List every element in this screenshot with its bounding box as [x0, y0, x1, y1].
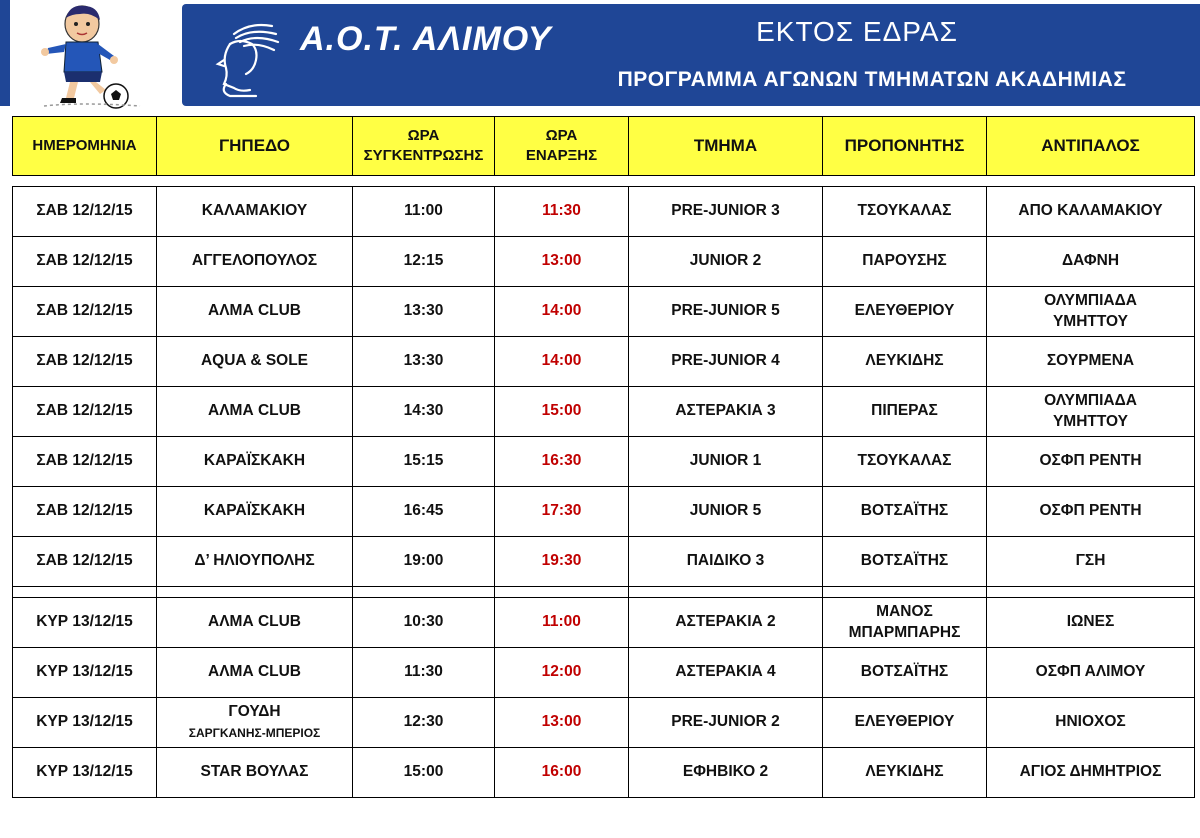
- table-cell: 19:30: [495, 537, 629, 587]
- table-cell: ΟΛΥΜΠΙΑΔΑ ΥΜΗΤΤΟΥ: [987, 287, 1195, 337]
- table-cell: ΣΑΒ 12/12/15: [13, 187, 157, 237]
- table-cell: [823, 587, 987, 598]
- table-cell: 12:00: [495, 648, 629, 698]
- table-cell: ΟΣΦΠ ΡΕΝΤΗ: [987, 437, 1195, 487]
- spacer-row: [13, 176, 1195, 187]
- table-cell: ΑΛΜΑ CLUB: [157, 648, 353, 698]
- table-cell: ΒΟΤΣΑΪΤΗΣ: [823, 648, 987, 698]
- table-cell: Δ’ ΗΛΙΟΥΠΟΛΗΣ: [157, 537, 353, 587]
- table-cell: 14:00: [495, 337, 629, 387]
- table-cell: PRE-JUNIOR 4: [629, 337, 823, 387]
- table-cell: [353, 587, 495, 598]
- hermes-head-logo-icon: [200, 14, 286, 100]
- table-cell: AQUA & SOLE: [157, 337, 353, 387]
- table-cell: ΒΟΤΣΑΪΤΗΣ: [823, 537, 987, 587]
- table-cell: ΒΟΤΣΑΪΤΗΣ: [823, 487, 987, 537]
- table-cell: ΓΣΗ: [987, 537, 1195, 587]
- table-cell: ΟΣΦΠ ΡΕΝΤΗ: [987, 487, 1195, 537]
- col-gather-header: ΩΡΑ ΣΥΓΚΕΝΤΡΩΣΗΣ: [353, 117, 495, 176]
- table-cell: ΑΣΤΕΡΑΚΙΑ 2: [629, 598, 823, 648]
- table-cell: ΟΣΦΠ ΑΛΙΜΟΥ: [987, 648, 1195, 698]
- club-name: Α.Ο.Τ. ΑΛΙΜΟΥ: [300, 20, 552, 58]
- table-cell: [157, 176, 353, 187]
- table-row: [13, 387, 1195, 437]
- table-cell: ΔΑΦΝΗ: [987, 237, 1195, 287]
- table-row: [13, 487, 1195, 537]
- table-row: [13, 698, 1195, 748]
- table-cell: 16:00: [495, 748, 629, 798]
- col-date-header: ΗΜΕΡΟΜΗΝΙΑ: [13, 117, 157, 176]
- table-cell: ΤΣΟΥΚΑΛΑΣ: [823, 437, 987, 487]
- table-cell: ΛΕΥΚΙΔΗΣ: [823, 337, 987, 387]
- table-cell: ΣΑΒ 12/12/15: [13, 437, 157, 487]
- schedule-table: [12, 116, 1195, 798]
- table-cell: ΣΑΒ 12/12/15: [13, 387, 157, 437]
- table-row: [13, 237, 1195, 287]
- table-cell: 14:00: [495, 287, 629, 337]
- table-cell: ΑΛΜΑ CLUB: [157, 598, 353, 648]
- table-cell: 16:30: [495, 437, 629, 487]
- table-cell: 11:30: [353, 648, 495, 698]
- table-cell: ΠΑΡΟΥΣΗΣ: [823, 237, 987, 287]
- table-cell: 10:30: [353, 598, 495, 648]
- table-cell: 15:00: [495, 387, 629, 437]
- col-field-header: ΓΗΠΕΔΟ: [157, 117, 353, 176]
- table-row: [13, 648, 1195, 698]
- table-cell: [987, 587, 1195, 598]
- table-cell: ΑΠΟ ΚΑΛΑΜΑΚΙΟΥ: [987, 187, 1195, 237]
- table-cell: STAR ΒΟΥΛΑΣ: [157, 748, 353, 798]
- table-cell: JUNIOR 2: [629, 237, 823, 287]
- col-start-header: ΩΡΑ ΕΝΑΡΞΗΣ: [495, 117, 629, 176]
- table-cell: ΑΛΜΑ CLUB: [157, 287, 353, 337]
- table-cell: PRE-JUNIOR 5: [629, 287, 823, 337]
- table-cell: [629, 587, 823, 598]
- table-cell: [353, 176, 495, 187]
- table-cell: ΣΑΒ 12/12/15: [13, 337, 157, 387]
- table-cell: ΤΣΟΥΚΑΛΑΣ: [823, 187, 987, 237]
- table-cell: 17:30: [495, 487, 629, 537]
- table-cell: ΗΝΙΟΧΟΣ: [987, 698, 1195, 748]
- table-cell: 15:00: [353, 748, 495, 798]
- table-cell: [987, 176, 1195, 187]
- table-cell: ΚΑΡΑΪΣΚΑΚΗ: [157, 487, 353, 537]
- table-row: [13, 337, 1195, 387]
- table-row: [13, 537, 1195, 587]
- table-cell: ΓΟΥΔΗ ΣΑΡΓΚΑΝΗΣ-ΜΠΕΡΙΟΣ: [157, 698, 353, 748]
- col-coach-header: ΠΡΟΠΟΝΗΤΗΣ: [823, 117, 987, 176]
- table-cell: ΚΑΛΑΜΑΚΙΟΥ: [157, 187, 353, 237]
- table-cell: ΣΑΒ 12/12/15: [13, 537, 157, 587]
- table-cell: ΑΛΜΑ CLUB: [157, 387, 353, 437]
- table-cell: ΜΑΝΟΣ ΜΠΑΡΜΠΑΡΗΣ: [823, 598, 987, 648]
- table-row: [13, 187, 1195, 237]
- table-cell: ΠΑΙΔΙΚΟ 3: [629, 537, 823, 587]
- table-cell: 13:30: [353, 337, 495, 387]
- table-row: [13, 598, 1195, 648]
- col-opponent-header: ΑΝΤΙΠΑΛΟΣ: [987, 117, 1195, 176]
- page-subtitle: ΠΡΟΓΡΑΜΜΑ ΑΓΩΝΩΝ ΤΜΗΜΑΤΩΝ ΑΚΑΔΗΜΙΑΣ: [617, 68, 1127, 91]
- table-cell: 13:00: [495, 698, 629, 748]
- table-cell: [495, 587, 629, 598]
- table-cell: JUNIOR 1: [629, 437, 823, 487]
- table-cell: 11:30: [495, 187, 629, 237]
- table-cell: [823, 176, 987, 187]
- table-cell: ΑΓΓΕΛΟΠΟΥΛΟΣ: [157, 237, 353, 287]
- table-cell: 13:30: [353, 287, 495, 337]
- table-cell: 11:00: [495, 598, 629, 648]
- table-cell: 13:00: [495, 237, 629, 287]
- table-cell: 19:00: [353, 537, 495, 587]
- table-cell: ΛΕΥΚΙΔΗΣ: [823, 748, 987, 798]
- table-cell: 16:45: [353, 487, 495, 537]
- table-row: [13, 748, 1195, 798]
- header-banner: [182, 4, 1200, 106]
- table-cell: ΑΓΙΟΣ ΔΗΜΗΤΡΙΟΣ: [987, 748, 1195, 798]
- table-cell: ΙΩΝΕΣ: [987, 598, 1195, 648]
- page-title: ΕΚΤΟΣ ΕΔΡΑΣ: [756, 16, 958, 47]
- table-cell: [13, 176, 157, 187]
- table-row: [13, 287, 1195, 337]
- table-cell: ΣΑΒ 12/12/15: [13, 237, 157, 287]
- table-cell: ΕΛΕΥΘΕΡΙΟΥ: [823, 287, 987, 337]
- table-cell: ΕΛΕΥΘΕΡΙΟΥ: [823, 698, 987, 748]
- table-cell: [495, 176, 629, 187]
- table-cell: 15:15: [353, 437, 495, 487]
- table-cell: ΟΛΥΜΠΙΑΔΑ ΥΜΗΤΤΟΥ: [987, 387, 1195, 437]
- table-cell: ΑΣΤΕΡΑΚΙΑ 3: [629, 387, 823, 437]
- table-cell: ΑΣΤΕΡΑΚΙΑ 4: [629, 648, 823, 698]
- table-cell: 11:00: [353, 187, 495, 237]
- table-cell: ΚΑΡΑΪΣΚΑΚΗ: [157, 437, 353, 487]
- table-cell: JUNIOR 5: [629, 487, 823, 537]
- table-cell: ΣΑΒ 12/12/15: [13, 487, 157, 537]
- table-cell: ΠΙΠΕΡΑΣ: [823, 387, 987, 437]
- left-accent-strip: [0, 0, 10, 106]
- table-cell: ΣΟΥΡΜΕΝΑ: [987, 337, 1195, 387]
- col-team-header: ΤΜΗΜΑ: [629, 117, 823, 176]
- table-cell: ΕΦΗΒΙΚΟ 2: [629, 748, 823, 798]
- table-cell: ΚΥΡ 13/12/15: [13, 748, 157, 798]
- table-cell: [157, 587, 353, 598]
- table-cell: PRE-JUNIOR 2: [629, 698, 823, 748]
- table-cell: ΚΥΡ 13/12/15: [13, 648, 157, 698]
- table-row: [13, 437, 1195, 487]
- table-cell: ΣΑΒ 12/12/15: [13, 287, 157, 337]
- table-cell: 14:30: [353, 387, 495, 437]
- spacer-row: [13, 587, 1195, 598]
- table-header-row: [13, 117, 1195, 176]
- table-cell: 12:15: [353, 237, 495, 287]
- table-cell: [629, 176, 823, 187]
- table-cell: 12:30: [353, 698, 495, 748]
- table-cell: PRE-JUNIOR 3: [629, 187, 823, 237]
- table-cell: [13, 587, 157, 598]
- football-mascot-icon: [30, 2, 150, 110]
- table-cell: ΚΥΡ 13/12/15: [13, 698, 157, 748]
- table-cell: ΚΥΡ 13/12/15: [13, 598, 157, 648]
